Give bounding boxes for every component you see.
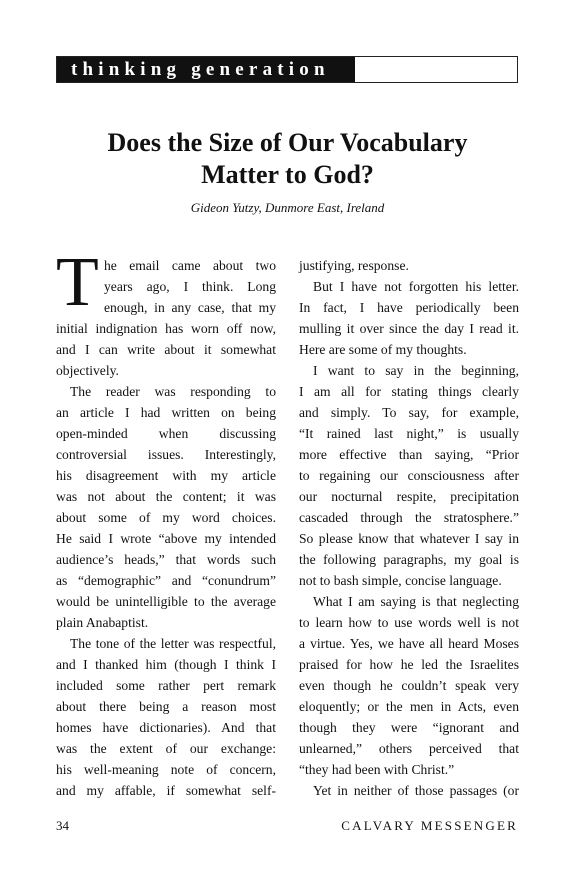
section-label: thinking generation	[71, 59, 330, 80]
text-line: and my affable, if somewhat self-	[56, 783, 276, 798]
text-line: Here are some of my thoughts.	[299, 342, 467, 357]
text-line: was the extent of our exchange:	[56, 741, 276, 756]
text-line: years ago, I think. Long	[104, 279, 276, 294]
text-line: unlearned,” others perceived that	[299, 741, 519, 756]
text-line: to regaining our consciousness after	[299, 468, 519, 483]
text-line: as “demographic” and “conundrum”	[56, 573, 276, 588]
text-line: What I am saying is that neglecting	[313, 594, 519, 609]
text-line: praised for how he led the Israelites	[299, 657, 519, 672]
text-line: In fact, I have periodically been	[299, 300, 519, 315]
text-line: his well-meaning note of concern,	[56, 762, 276, 777]
text-line: But I have not forgotten his letter.	[313, 279, 519, 294]
text-line: I want to say in the beginning,	[313, 363, 519, 378]
text-line: open-minded when discussing	[56, 426, 276, 441]
magazine-name: CALVARY MESSENGER	[341, 818, 518, 833]
text-line: So please know that whatever I say in	[299, 531, 519, 546]
text-line: cascaded through the stratosphere.”	[299, 510, 519, 525]
text-line: The tone of the letter was respectful,	[70, 636, 276, 651]
text-line: a virtue. Yes, we have all heard Moses	[299, 636, 519, 651]
text-line: I am all for stating things clearly	[299, 384, 519, 399]
text-line: and I can write about it somewhat	[56, 342, 276, 357]
page-number: 34	[56, 818, 69, 833]
text-line: justifying, response.	[299, 258, 409, 273]
drop-cap: T	[56, 244, 99, 321]
article-title-line-2: Matter to God?	[201, 160, 374, 189]
text-line: initial indignation has worn off now,	[56, 321, 276, 336]
text-line: controversial issues. Interestingly,	[56, 447, 276, 462]
text-line: he email came about two	[104, 258, 276, 273]
text-line: enough, in any case, that my	[104, 300, 276, 315]
text-line: to learn how to use words well is not	[299, 615, 519, 630]
text-line: an article I had written on being	[56, 405, 276, 420]
text-line: and simply. To say, for example,	[299, 405, 519, 420]
text-line: was not about the content; it was	[56, 489, 276, 504]
text-line: the following paragraphs, my goal is	[299, 552, 519, 567]
text-line: Yet in neither of those passages (or	[313, 783, 519, 798]
text-line: more effective than saying, “Prior	[299, 447, 519, 462]
text-line: and I thanked him (though I think I	[56, 657, 276, 672]
article-title-line-1: Does the Size of Our Vocabulary	[107, 128, 468, 157]
text-line: mulling it over since the day I read it.	[299, 321, 519, 336]
text-line: The reader was responding to	[70, 384, 276, 399]
section-header-bar	[56, 56, 518, 83]
text-line: his disagreement with my article	[56, 468, 276, 483]
text-line: “they had been with Christ.”	[299, 762, 455, 777]
text-line: even though he couldn’t speak very	[299, 678, 519, 693]
text-line: He said I wrote “above my intended	[56, 531, 276, 546]
text-line: “It rained last night,” is usually	[299, 426, 519, 441]
text-line: about there being a reason most	[56, 699, 276, 714]
text-line: homes have dictionaries). And that	[56, 720, 276, 735]
text-line: not to bash simple, concise language.	[299, 573, 502, 588]
text-line: objectively.	[56, 363, 119, 378]
text-line: eloquently; or the men in Acts, even	[299, 699, 519, 714]
text-line: though they were “ignorant and	[299, 720, 519, 735]
text-line: included some rather pert remark	[56, 678, 276, 693]
text-line: our nocturnal respite, precipitation	[299, 489, 519, 504]
byline: Gideon Yutzy, Dunmore East, Ireland	[190, 200, 385, 215]
text-line: about some of my word choices.	[56, 510, 276, 525]
text-line: audience’s heads,” that words such	[56, 552, 276, 567]
text-line: plain Anabaptist.	[56, 615, 149, 630]
text-line: would be unintelligible to the average	[56, 594, 276, 609]
